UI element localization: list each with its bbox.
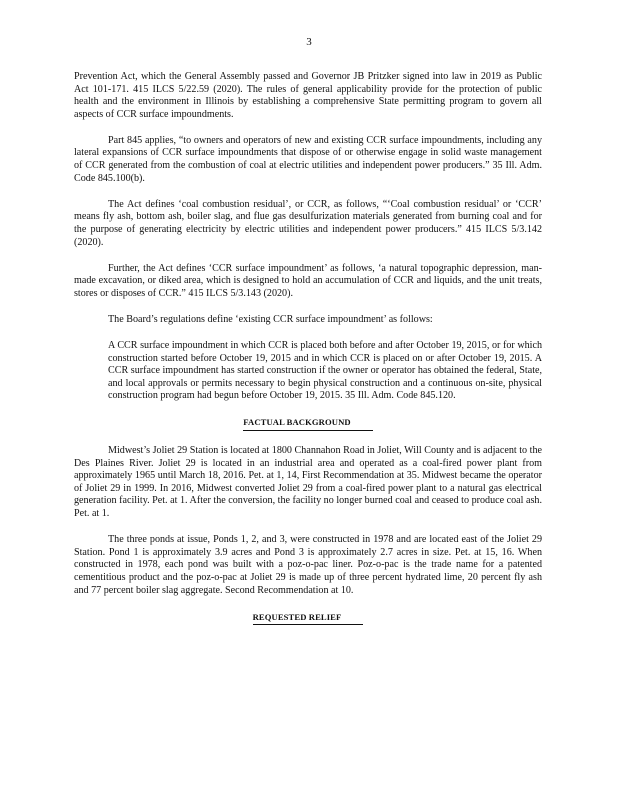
paragraph-ccr-definition: The Act defines ‘coal combustion residual’, or CCR, as follows, “‘Coal combustion residual’ or ‘CCR’ means fly ash, bottom ash, boiler slag, and flue gas desulfurization materials generated from burning coal and for the purpose of generating electricity by electric utilities and independent power producers.” 415 ILCS 5/3.142 (2020). — [74, 198, 542, 248]
page-number: 3 — [306, 36, 312, 48]
paragraph-surface-impoundment-definition: Further, the Act defines ‘CCR surface impoundment’ as follows, ‘a natural topographic depression, man-made excavation, or diked area, which is designed to hold an accumulation of CCR and liquids, and the unit treats, stores or disposes of CCR.” 415 ILCS 5/3.143 (2020). — [74, 262, 542, 299]
paragraph-three-ponds: The three ponds at issue, Ponds 1, 2, and 3, were constructed in 1978 and are located east of the Joliet 29 Station. Pond 1 is approximately 3.9 acres and Pond 3 is approximately 2.7 acres in size. Pet. at 15, 16. When constructed in 1978, each pond was built with a poz-o-pac liner. Poz-o-pac is the trade name for a patented cementitious product and the poz-o-pac at Joliet 29 is made up of three percent hydrated lime, 20 percent fly ash and 77 percent boiler slag aggregate. Second Recommendation at 10. — [74, 534, 542, 596]
section-heading-factual-background: FACTUAL BACKGROUND — [74, 416, 542, 431]
paragraph-board-regulations: The Board’s regulations define ‘existing CCR surface impoundment’ as follows: — [108, 313, 433, 325]
paragraph-joliet-station: Midwest’s Joliet 29 Station is located at 1800 Channahon Road in Joliet, Will County and is adjacent to the Des Plaines River. Joliet 29 is located in an industrial area and operated as a coal-fired power plant from approximately 1965 until March 18, 2016. Pet. at 1, 14, First Recommendation at 35. Midwest became the operator of Joliet 29 in 1999. In 2016, Midwest converted Joliet 29 from a coal-fired power plant to a natural gas electrical generation facility. Pet. at 1. After the conversion, the facility no longer burned coal and ceased to produce coal ash. Pet. at 1. — [74, 445, 542, 520]
paragraph-prevention-act: Prevention Act, which the General Assembly passed and Governor JB Pritzker signed into law in 2019 as Public Act 101-171. 415 ILCS 5/22.59 (2020). The rules of general applicability provide for the protection of public health and the environment in Illinois by establishing a comprehensive State permitting program to govern all aspects of CCR surface impoundments. — [74, 71, 542, 120]
document-body — [74, 71, 542, 639]
paragraph-part-845-applies: Part 845 applies, “to owners and operators of new and existing CCR surface impoundments, including any lateral expansions of CCR surface impoundments that dispose of or otherwise engage in solid waste management of CCR generated from the combustion of coal at electric utilities and independent power producers.” 35 Ill. Adm. Code 845.100(b). — [74, 134, 542, 184]
section-heading-requested-relief: REQUESTED RELIEF — [74, 611, 542, 626]
block-quote-existing-impoundment: A CCR surface impoundment in which CCR is placed both before and after October 19, 2015, or for which construction started before October 19, 2015 and in which CCR is placed on or after October 19, 2015. A CCR surface impoundment has started construction if the owner or operator has obtained the federal, State, and local approvals or permits necessary to begin physical construction and a continuous on-site, physical construction program had begun before October 19, 2015. 35 Ill. Adm. Code 845.120. — [108, 340, 542, 402]
